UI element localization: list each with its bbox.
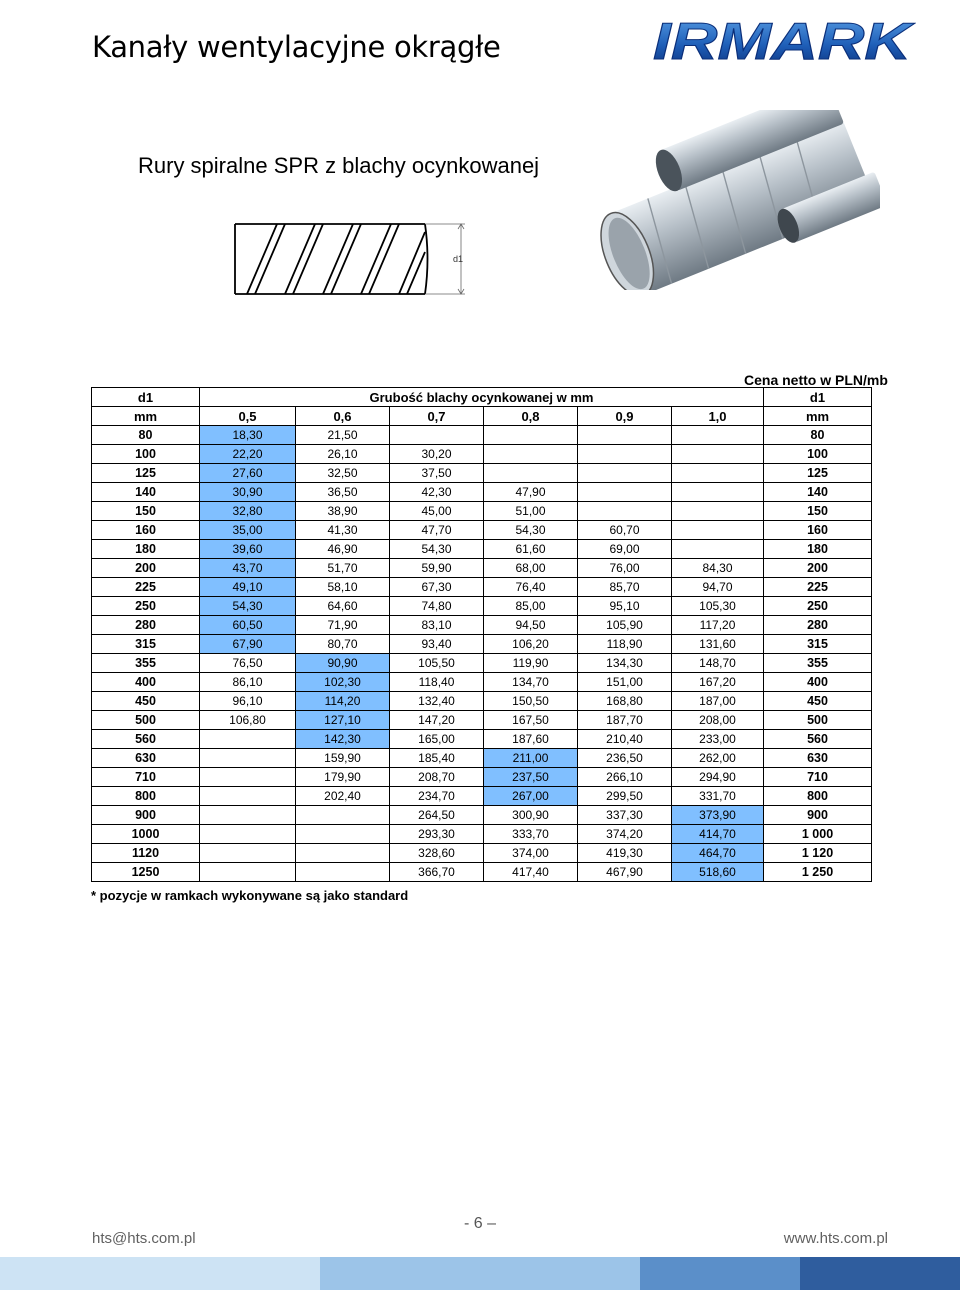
price-cell: 106,20 [484,635,578,654]
table-row [92,464,872,483]
price-cell [578,502,672,521]
price-cell: 74,80 [390,597,484,616]
price-cell: 119,90 [484,654,578,673]
price-cell: 86,10 [200,673,296,692]
table-row [92,445,872,464]
price-cell: 142,30 [296,730,390,749]
price-cell: 117,20 [672,616,764,635]
table-row [92,616,872,635]
diameter-cell-right: 1 000 [764,825,872,844]
price-cell [672,540,764,559]
price-cell: 61,60 [484,540,578,559]
price-cell: 267,00 [484,787,578,806]
thickness-4: 0,9 [578,407,672,426]
diameter-cell: 280 [92,616,200,635]
thickness-2: 0,7 [390,407,484,426]
price-cell: 414,70 [672,825,764,844]
diameter-cell: 560 [92,730,200,749]
price-cell: 94,70 [672,578,764,597]
price-cell [200,825,296,844]
price-cell: 54,30 [484,521,578,540]
table-row [92,483,872,502]
price-cell [390,426,484,445]
price-cell: 132,40 [390,692,484,711]
price-cell: 51,70 [296,559,390,578]
price-cell: 374,00 [484,844,578,863]
price-cell: 69,00 [578,540,672,559]
price-cell: 96,10 [200,692,296,711]
diameter-cell-right: 1 250 [764,863,872,882]
price-cell: 84,30 [672,559,764,578]
price-cell [200,844,296,863]
price-cell: 105,50 [390,654,484,673]
price-cell: 30,90 [200,483,296,502]
section-subtitle: Rury spiralne SPR z blachy ocynkowanej [138,153,540,178]
price-cell [296,825,390,844]
price-cell: 366,70 [390,863,484,882]
spiral-pipes-photo [574,110,880,290]
price-cell: 419,30 [578,844,672,863]
price-cell: 147,20 [390,711,484,730]
price-cell: 32,80 [200,502,296,521]
diameter-cell-right: 400 [764,673,872,692]
logo-text: IRMARK [653,13,916,70]
diameter-cell: 1120 [92,844,200,863]
price-cell: 150,50 [484,692,578,711]
price-cell [672,426,764,445]
diameter-cell-right: 250 [764,597,872,616]
table-row [92,559,872,578]
table-row [92,825,872,844]
diameter-cell: 450 [92,692,200,711]
page-title: Kanały wentylacyjne okrągłe [92,30,501,64]
price-cell: 49,10 [200,578,296,597]
price-cell [200,787,296,806]
table-row [92,749,872,768]
price-cell [578,483,672,502]
price-cell: 106,80 [200,711,296,730]
table-row [92,787,872,806]
price-cell: 299,50 [578,787,672,806]
price-cell: 300,90 [484,806,578,825]
price-cell: 165,00 [390,730,484,749]
diameter-cell-right: 450 [764,692,872,711]
price-cell: 47,90 [484,483,578,502]
price-cell: 41,30 [296,521,390,540]
price-cell: 333,70 [484,825,578,844]
spiral-pipe-drawing [225,218,475,303]
price-cell: 159,90 [296,749,390,768]
table-row [92,692,872,711]
price-cell: 151,00 [578,673,672,692]
price-cell: 105,30 [672,597,764,616]
table-row [92,540,872,559]
diameter-cell: 1000 [92,825,200,844]
price-cell: 131,60 [672,635,764,654]
price-cell: 51,00 [484,502,578,521]
diameter-cell-right: 180 [764,540,872,559]
price-cell: 21,50 [296,426,390,445]
footer-band-4 [800,1257,960,1290]
price-cell: 67,30 [390,578,484,597]
price-cell: 105,90 [578,616,672,635]
diameter-cell: 355 [92,654,200,673]
price-cell: 208,00 [672,711,764,730]
diameter-cell-right: 160 [764,521,872,540]
price-cell: 185,40 [390,749,484,768]
table-row [92,806,872,825]
price-cell [672,521,764,540]
price-cell: 22,20 [200,445,296,464]
price-cell: 337,30 [578,806,672,825]
price-cell: 168,80 [578,692,672,711]
price-cell [484,445,578,464]
price-cell: 64,60 [296,597,390,616]
price-cell: 54,30 [200,597,296,616]
diameter-cell: 100 [92,445,200,464]
diameter-cell: 80 [92,426,200,445]
thickness-1: 0,6 [296,407,390,426]
price-cell: 37,50 [390,464,484,483]
d1-label: d1 [453,254,464,264]
price-cell: 95,10 [578,597,672,616]
price-cell: 39,60 [200,540,296,559]
diameter-cell: 200 [92,559,200,578]
price-cell [200,863,296,882]
price-cell: 47,70 [390,521,484,540]
diameter-cell-right: 200 [764,559,872,578]
price-cell: 67,90 [200,635,296,654]
diameter-cell: 1250 [92,863,200,882]
diameter-cell: 900 [92,806,200,825]
diameter-cell-right: 1 120 [764,844,872,863]
table-row [92,635,872,654]
price-cell: 237,50 [484,768,578,787]
table-row [92,711,872,730]
price-cell [578,445,672,464]
diameter-cell: 315 [92,635,200,654]
header-d1-left: d1 [92,388,200,407]
diameter-cell: 800 [92,787,200,806]
price-cell: 464,70 [672,844,764,863]
price-cell: 373,90 [672,806,764,825]
price-cell: 60,50 [200,616,296,635]
price-cell [296,844,390,863]
diameter-cell: 225 [92,578,200,597]
price-cell: 179,90 [296,768,390,787]
price-cell: 236,50 [578,749,672,768]
footer-website[interactable]: www.hts.com.pl [783,1230,888,1247]
price-cell [296,806,390,825]
price-cell: 45,00 [390,502,484,521]
diameter-cell-right: 100 [764,445,872,464]
table-row [92,521,872,540]
price-cell: 118,40 [390,673,484,692]
price-cell: 102,30 [296,673,390,692]
price-cell: 38,90 [296,502,390,521]
price-cell [578,426,672,445]
table-row [92,768,872,787]
price-cell: 43,70 [200,559,296,578]
diameter-cell-right: 355 [764,654,872,673]
price-cell: 30,20 [390,445,484,464]
diameter-cell-right: 125 [764,464,872,483]
diameter-cell: 150 [92,502,200,521]
price-cell [578,464,672,483]
price-cell: 134,70 [484,673,578,692]
price-cell: 94,50 [484,616,578,635]
price-cell: 331,70 [672,787,764,806]
price-cell: 127,10 [296,711,390,730]
price-cell: 114,20 [296,692,390,711]
table-row [92,730,872,749]
price-cell: 80,70 [296,635,390,654]
diameter-cell: 710 [92,768,200,787]
diameter-cell-right: 150 [764,502,872,521]
diameter-cell-right: 500 [764,711,872,730]
diameter-cell: 160 [92,521,200,540]
table-row [92,654,872,673]
footer-email[interactable]: hts@hts.com.pl [92,1230,196,1247]
price-cell: 264,50 [390,806,484,825]
price-cell: 118,90 [578,635,672,654]
irmark-logo [648,12,916,70]
price-cell [200,806,296,825]
price-cell [484,426,578,445]
table-row [92,844,872,863]
price-cell: 234,70 [390,787,484,806]
table-row [92,502,872,521]
price-cell: 202,40 [296,787,390,806]
price-cell: 294,90 [672,768,764,787]
price-cell: 134,30 [578,654,672,673]
price-cell: 46,90 [296,540,390,559]
price-cell [672,445,764,464]
page-number: - 6 – [463,1215,496,1232]
table-row [92,863,872,882]
thickness-5: 1,0 [672,407,764,426]
price-cell: 211,00 [484,749,578,768]
diameter-cell-right: 315 [764,635,872,654]
price-cell: 42,30 [390,483,484,502]
price-cell: 83,10 [390,616,484,635]
diameter-cell-right: 225 [764,578,872,597]
table-row [92,578,872,597]
diameter-cell-right: 630 [764,749,872,768]
price-cell: 187,60 [484,730,578,749]
price-cell: 76,50 [200,654,296,673]
price-cell: 417,40 [484,863,578,882]
diameter-cell: 400 [92,673,200,692]
diameter-cell: 250 [92,597,200,616]
diameter-cell-right: 560 [764,730,872,749]
price-cell: 76,40 [484,578,578,597]
price-cell: 68,00 [484,559,578,578]
price-cell: 293,30 [390,825,484,844]
price-cell [672,502,764,521]
price-cell [672,483,764,502]
price-cell: 32,50 [296,464,390,483]
price-cell: 76,00 [578,559,672,578]
header-unit-right: mm [764,407,872,426]
price-cell: 262,00 [672,749,764,768]
price-cell: 266,10 [578,768,672,787]
price-cell: 187,00 [672,692,764,711]
price-cell: 26,10 [296,445,390,464]
price-cell [200,768,296,787]
diameter-cell-right: 280 [764,616,872,635]
price-cell: 187,70 [578,711,672,730]
price-cell: 167,50 [484,711,578,730]
price-cell [200,749,296,768]
footer-band-1 [0,1257,320,1290]
price-cell: 90,90 [296,654,390,673]
price-cell: 328,60 [390,844,484,863]
footer-band-3 [640,1257,800,1290]
price-cell: 233,00 [672,730,764,749]
table-row [92,673,872,692]
price-cell: 210,40 [578,730,672,749]
price-cell: 208,70 [390,768,484,787]
price-cell: 36,50 [296,483,390,502]
price-cell [484,464,578,483]
diameter-cell: 500 [92,711,200,730]
price-cell: 85,00 [484,597,578,616]
price-cell: 93,40 [390,635,484,654]
price-cell [672,464,764,483]
price-cell: 374,20 [578,825,672,844]
diameter-cell: 140 [92,483,200,502]
price-cell: 167,20 [672,673,764,692]
price-cell: 60,70 [578,521,672,540]
price-cell [296,863,390,882]
diameter-cell-right: 800 [764,787,872,806]
price-cell: 71,90 [296,616,390,635]
diameter-cell-right: 140 [764,483,872,502]
diameter-cell-right: 900 [764,806,872,825]
diameter-cell-right: 80 [764,426,872,445]
diameter-cell: 180 [92,540,200,559]
price-cell: 35,00 [200,521,296,540]
thickness-3: 0,8 [484,407,578,426]
footer-band-2 [320,1257,640,1290]
price-cell [200,730,296,749]
price-cell: 85,70 [578,578,672,597]
diameter-cell-right: 710 [764,768,872,787]
thickness-0: 0,5 [200,407,296,426]
diameter-cell: 630 [92,749,200,768]
price-cell: 27,60 [200,464,296,483]
price-cell: 18,30 [200,426,296,445]
price-table [91,387,872,882]
price-cell: 58,10 [296,578,390,597]
header-thickness: Grubość blachy ocynkowanej w mm [200,388,764,407]
header-d1-right: d1 [764,388,872,407]
header-unit-left: mm [92,407,200,426]
table-row [92,426,872,445]
footnote: * pozycje w ramkach wykonywane są jako standard [91,888,409,903]
price-cell: 59,90 [390,559,484,578]
price-caption: Cena netto w PLN/mb [744,372,888,388]
table-row [92,597,872,616]
diameter-cell: 125 [92,464,200,483]
price-cell: 148,70 [672,654,764,673]
price-cell: 467,90 [578,863,672,882]
price-cell: 54,30 [390,540,484,559]
price-cell: 518,60 [672,863,764,882]
